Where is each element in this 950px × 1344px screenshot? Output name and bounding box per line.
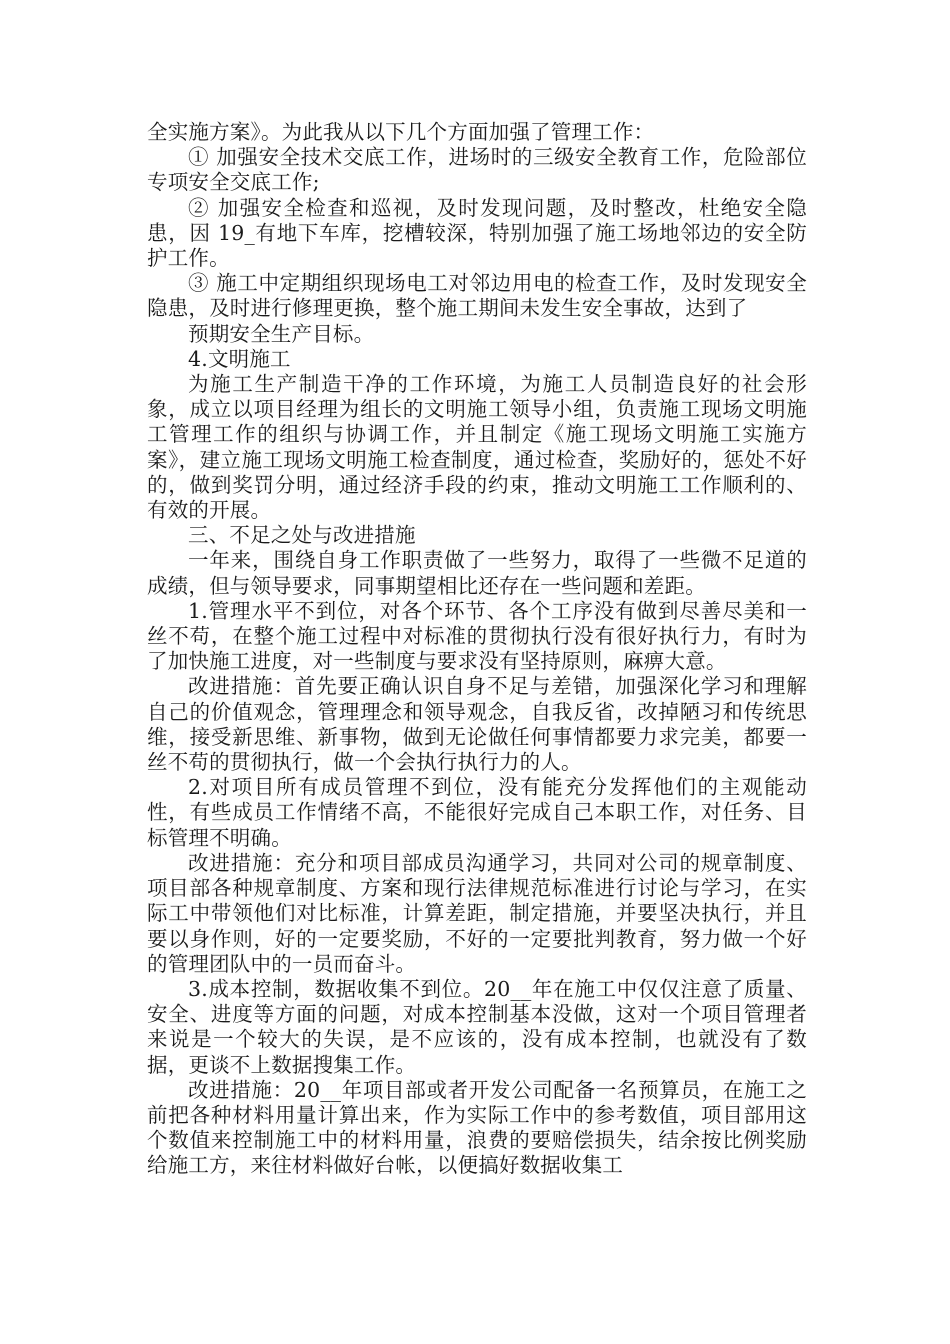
paragraph: 为施工生产制造干净的工作环境，为施工人员制造良好的社会形象，成立以项目经理为组长的文明施工领导小组，负责施工现场文明施工管理工作的组织与协调工作，并且制定《施工现场文明施工实施方案》，建立施工现场文明施工检查制度，通过检查，奖励好的，惩处不好的，做到奖罚分明，通过经济手段的约束，推动文明施工工作顺利的、有效的开展。 (147, 372, 807, 523)
paragraph: 改进措施：首先要正确认识自身不足与差错，加强深化学习和理解自己的价值观念，管理理念和领导观念，自我反省，改掉陋习和传统思维，接受新思维、新事物，做到无论做任何事情都要力求完美，都要一丝不苟的贯彻执行，做一个会执行执行力的人。 (147, 674, 807, 775)
paragraph: 全实施方案》。为此我从以下几个方面加强了管理工作： (147, 120, 655, 144)
paragraph: 改进措施：充分和项目部成员沟通学习，共同对公司的规章制度、项目部各种规章制度、方案和现行法律规范标准进行讨论与学习，在实际工中带领他们对比标准，计算差距，制定措施，并要坚决执行，并且要以身作则，好的一定要奖励，不好的一定要批判教育，努力做一个好的管理团队中的一员而奋斗。 (147, 850, 807, 976)
paragraph: 1.管理水平不到位，对各个环节、各个工序没有做到尽善尽美和一丝不苟，在整个施工过程中对标准的贯彻执行没有很好执行力，有时为了加快施工进度，对一些制度与要求没有坚持原则，麻痹大意。 (147, 598, 807, 674)
paragraph: 改进措施：20__年项目部或者开发公司配备一名预算员，在施工之前把各种材料用量计算出来，作为实际工作中的参考数值，项目部用这个数值来控制施工中的材料用量，浪费的要赔偿损失，结余按比例奖励给施工方，来往材料做好台帐，以便搞好数据收集工 (147, 1077, 807, 1178)
paragraph: 3.成本控制，数据收集不到位。20__年在施工中仅仅注意了质量、安全、进度等方面的问题，对成本控制基本没做，这对一个项目管理者来说是一个较大的失误，是不应该的，没有成本控制，也就没有了数据，更谈不上数据搜集工作。 (147, 976, 807, 1077)
section-heading: 三、不足之处与改进措施 (188, 523, 416, 548)
paragraph: ② 加强安全检查和巡视，及时发现问题，及时整改，杜绝安全隐患，因 19_有地下车库，挖槽较深，特别加强了施工场地邻边的安全防护工作。 (147, 195, 807, 271)
paragraph: ③ 施工中定期组织现场电工对邻边用电的检查工作，及时发现安全隐患，及时进行修理更换，整个施工期间未发生安全事故，达到了 (147, 271, 807, 321)
paragraph: 预期安全生产目标。 (188, 321, 375, 346)
paragraph: 2.对项目所有成员管理不到位，没有能充分发挥他们的主观能动性，有些成员工作情绪不高，不能很好完成自己本职工作，对任务、目标管理不明确。 (147, 775, 807, 850)
paragraph: ① 加强安全技术交底工作，进场时的三级安全教育工作，危险部位专项安全交底工作; (147, 145, 807, 195)
document-body (147, 120, 807, 1179)
section-heading: 4.文明施工 (188, 346, 291, 371)
paragraph: 一年来，围绕自身工作职责做了一些努力，取得了一些微不足道的成绩，但与领导要求，同事期望相比还存在一些问题和差距。 (147, 548, 807, 598)
